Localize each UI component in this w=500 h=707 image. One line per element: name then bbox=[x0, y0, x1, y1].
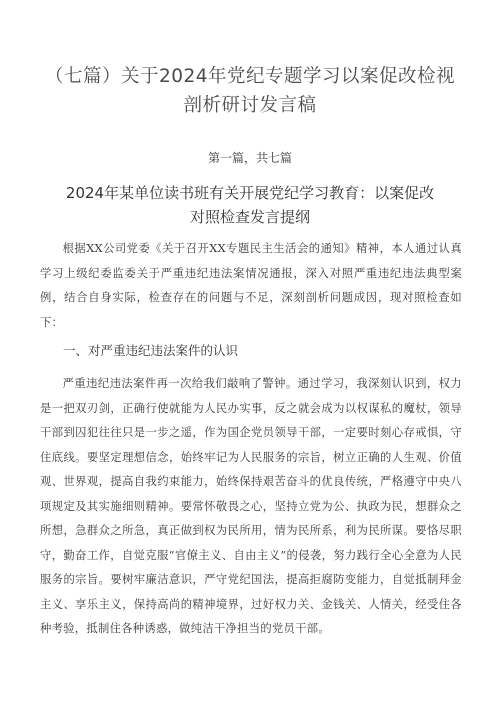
body-paragraph: 严重违纪违法案件再一次给我们敲响了警钟。通过学习，我深刻认识到，权力是一把双刃剑，正确行使就能为人民办实事，反之就会成为以权谋私的魔杖，领导干部到囚犯往往只是一步之遥，作为国企党员领导干部，一定要时刻心存戒惧，守住底线。要坚定理想信念，始终牢记为人民服务的宗旨，树立正确的人生观、价值观、世界观，提高自我约束能力，始终保持艰苦奋斗的优良传统，严格遵守中央八项规定及其实施细则精神。要常怀敬畏之心，坚持立党为公、执政为民，想群众之所想，急群众之所急，真正做到权为民所用，情为民所系，利为民所谋。要恪尽职守，勤奋工作，自觉克服“官僚主义、自由主义”的侵袭，努力践行全心全意为人民服务的宗旨。要树牢廉洁意识，严守党纪国法，提高拒腐防变能力，自觉抵制拜金主义、享乐主义，保持高尚的精神境界，过好权力关、金钱关、人情关，经受住各种考验，抵制住各种诱惑，做纯洁干净担当的党员干部。 bbox=[40, 377, 462, 635]
document-title: （七篇）关于2024年党纪专题学习以案促改检视剖析研讨发言稿 bbox=[44, 66, 456, 116]
part-label: 第一篇，共七篇 bbox=[207, 151, 292, 165]
section-title: 2024年某单位读书班有关开展党纪学习教育：以案促改对照检查发言提纲 bbox=[65, 184, 435, 226]
intro-paragraph: 根据XX公司党委《关于召开XX专题民主生活会的通知》精神，本人通过认真学习上级纪委监委关于严重违纪违法案情况通报，深入对照严重违纪违法典型案例，结合自身实际，检查存在的问题与不足，深刻剖析问题成因，现对照检查如下： bbox=[40, 242, 462, 329]
section-heading: 一、对严重违纪违法案件的认识 bbox=[63, 343, 239, 358]
